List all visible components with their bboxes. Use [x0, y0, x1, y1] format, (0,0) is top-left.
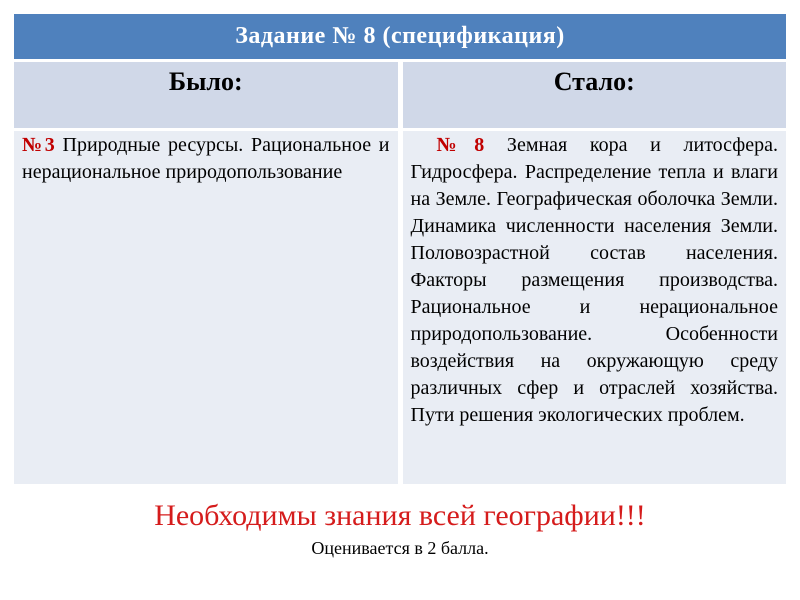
cell-was-text — [22, 132, 390, 186]
task-description-became: Земная кора и литосфера. Гидросфера. Распределение тепла и влаги на Земле. Географическая оболочка Земли. Динамика численности населения Земли. Половозрастной состав населения. Факторы размещения производства. Рациональное и нерациональное природопользование. Особенности воздействия на окружающую среду различных сфер и отраслей хозяйства. Пути решения экологических проблем. — [410, 134, 778, 426]
task-number-was: №3 — [22, 134, 55, 156]
specification-table — [14, 14, 786, 484]
task-number-became: №8 — [436, 134, 485, 156]
task-description-was: Природные ресурсы. Рациональное и нерациональное природопользование — [22, 134, 390, 183]
column-header-was: Было: — [14, 62, 398, 128]
cell-became — [403, 131, 787, 484]
table-header-row — [14, 62, 786, 128]
footer-emphasis-text: Необходимы знания всей географии!!! — [154, 499, 646, 532]
column-header-became: Стало: — [403, 62, 787, 128]
cell-was — [14, 131, 398, 484]
table-title: Задание № 8 (спецификация) — [14, 14, 786, 59]
footer-note-text: Оценивается в 2 балла. — [311, 538, 489, 558]
cell-became-text — [411, 132, 779, 429]
table-body-row — [14, 131, 786, 484]
